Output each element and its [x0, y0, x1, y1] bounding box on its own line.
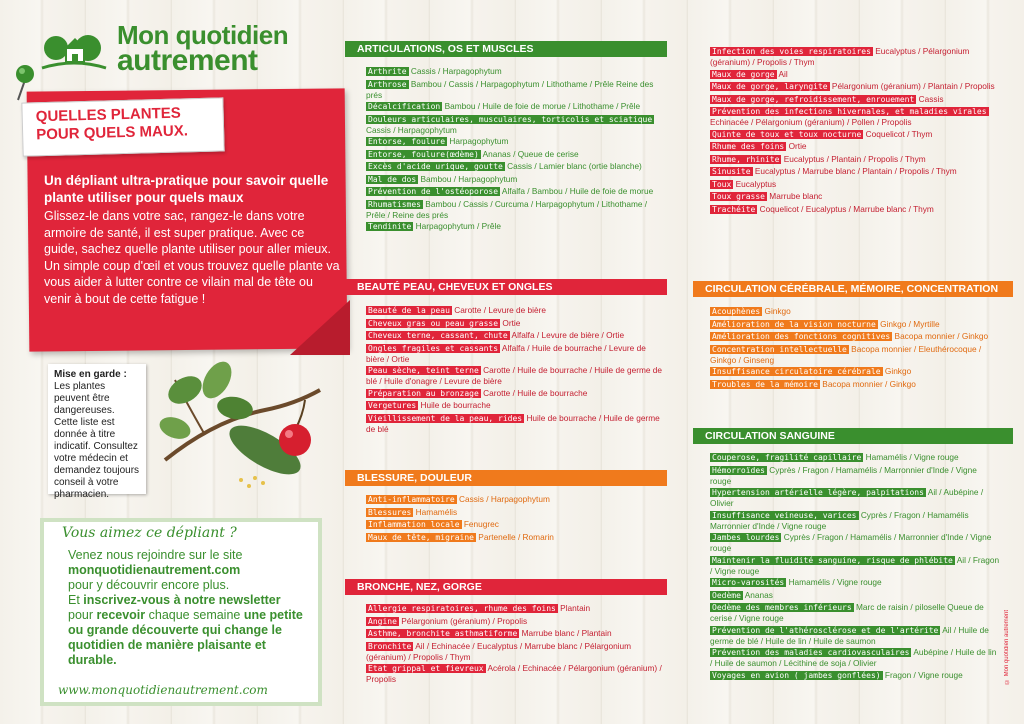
plant-remedies: Carotte / Huile de bourrache / Huile de germe de blé / Huile d'onagre / Levure de bière [366, 365, 663, 386]
ailment-label: Amélioration de la vision nocturne [712, 319, 876, 329]
promo-and-text: Et [68, 593, 84, 607]
list-item [366, 174, 666, 185]
promo-for-text: pour [68, 608, 97, 622]
list-item [710, 331, 1005, 342]
ailment-label: Excès d'acide urique, goutte [368, 162, 503, 171]
ailment-label: Trachéite [712, 204, 756, 214]
list-item [710, 670, 1000, 681]
push-pin-icon [10, 62, 40, 102]
list-item [366, 343, 666, 364]
plant-remedies: Eucalyptus [735, 178, 777, 189]
plant-remedies: Cassis [918, 93, 944, 104]
ailment-label: Prévention de l'ostéoporose [368, 187, 499, 196]
ailment-label: Entorse, foulure [368, 137, 446, 146]
list-item [710, 69, 1005, 80]
list-item [710, 81, 1005, 92]
section-header-articulations: ARTICULATIONS, OS ET MUSCLES [345, 41, 667, 57]
plant-remedies: Cassis / Lamier blanc (ortie blanche) [507, 161, 642, 171]
promo-discovery-text: une petite ou grande découverte qui change le quotidien de manière plaisante et durable. [68, 608, 303, 667]
list-item [366, 519, 666, 530]
ailment-label: Mal de dos [368, 174, 417, 184]
ailment-label: Toux [712, 179, 732, 189]
ailment-label: Décalcification [368, 102, 441, 111]
list-item [710, 319, 1005, 330]
plant-remedies: Ail / Echinacée / Eucalyptus / Marrube blanc / Pélargonium (géranium) / Propolis / Thym [366, 640, 632, 662]
plant-remedies: Ananas / Queue de cerise [482, 148, 579, 159]
plant-remedies: Fragon / Vigne rouge [884, 669, 963, 680]
list-item [366, 663, 666, 684]
ailment-label: Hypertension artérielle légère, palpitations [712, 488, 924, 497]
plant-remedies: Eucalyptus / Marrube blanc / Plantain / Propolis / Thym [754, 166, 957, 176]
ailment-label: Asthme, bronchite asthmatiforme [368, 629, 518, 638]
promo-site-link[interactable]: monquotidienautrement.com [68, 563, 241, 577]
plant-remedies: Cyprès / Fragon / Hamamélis Marronnier d'Inde / Vigne rouge [710, 509, 969, 531]
list-item [710, 625, 1000, 646]
list-item [710, 166, 1005, 177]
ailment-label: Oedème [712, 590, 741, 600]
ailment-label: Insuffisance circulatoire cérébrale [712, 367, 881, 376]
ailment-label: Infection des voies respiratoires [712, 47, 871, 56]
ailment-label: Etat grippal et fievreux [368, 664, 484, 673]
list-item [710, 510, 1000, 531]
plant-remedies: Aubépine / Huile de lin / Huile de saumon / Lécithine de soja / Olivier [710, 647, 997, 668]
plant-remedies: Eucalyptus / Pélargonium (géranium) / Propolis / Thym [710, 46, 970, 67]
ailment-label: Prévention de l'athérosclérose et de l'artérite [712, 625, 939, 635]
section-header-sanguine: CIRCULATION SANGUINE [693, 428, 1013, 444]
list-item [710, 532, 1000, 553]
ailment-label: Jambes lourdes [712, 533, 780, 542]
list-articulations [366, 66, 666, 234]
section-header-cerebrale: CIRCULATION CÉRÉBRALE, MÉMOIRE, CONCENTRATION [693, 281, 1013, 297]
ailment-label: Anti-inflammatoire [368, 495, 455, 504]
list-item [710, 306, 1005, 317]
promo-url-link[interactable]: www.monquotidienautrement.com [58, 683, 268, 697]
intro-lead: Un dépliant ultra-pratique pour savoir quelle plante utiliser pour quels maux [44, 173, 329, 205]
list-item [366, 79, 666, 100]
list-item [710, 204, 1005, 215]
ailment-label: Insuffisance veineuse, varices [712, 510, 857, 520]
promo-body [68, 548, 308, 668]
list-item [366, 199, 666, 220]
plant-remedies: Hamamélis / Vigne rouge [788, 577, 882, 587]
ailment-label: Troubles de la mémoire [712, 379, 818, 389]
list-item [710, 179, 1005, 190]
ailment-label: Oedème des membres inférieurs [712, 603, 852, 612]
list-item [710, 465, 1000, 486]
plant-remedies: Bacopa monnier / Ginkgo [822, 378, 916, 389]
list-item [366, 616, 666, 627]
list-item [710, 46, 1005, 67]
ailment-label: Toux grasse [712, 192, 765, 201]
ailment-label: Maux de gorge [712, 69, 775, 79]
ailment-label: Prévention des maladies cardiovasculaires [712, 648, 910, 657]
list-item [366, 641, 666, 662]
ailment-label: Maintenir la fluidité sanguine, risque de phlébite [712, 555, 953, 565]
plant-remedies: Ginkgo [884, 366, 912, 376]
list-item [710, 344, 1005, 365]
plant-remedies: Coquelicot / Eucalyptus / Marrube blanc / Thym [759, 203, 934, 214]
ailment-label: Quinte de toux et toux nocturne [712, 129, 862, 139]
list-bronche [366, 603, 666, 686]
plant-remedies: Ail / Aubépine / Olivier [710, 487, 984, 508]
plant-remedies: Ortie [502, 317, 521, 328]
list-cerebrale [710, 306, 1005, 391]
list-item [710, 106, 1005, 127]
warning-note [48, 364, 146, 500]
ailment-label: Voyages en avion ( jambes gonflées) [712, 670, 881, 680]
copyright: © Mon quotidien autrement [1004, 610, 1010, 685]
ailment-label: Couperose, fragilité capillaire [712, 453, 862, 462]
promo-receive-text: recevoir [96, 608, 146, 622]
list-item [366, 149, 666, 160]
plant-remedies: Bambou / Huile de foie de morue / Lithothame / Prêle [444, 101, 641, 111]
brand-name-line2: autrement [117, 44, 258, 77]
cherry-branch-illustration [145, 340, 345, 500]
plant-remedies: Carotte / Huile de bourrache [483, 387, 588, 398]
plant-remedies: Marc de raisin / piloselle Queue de cerise / Vigne rouge [710, 602, 984, 623]
plant-remedies: Cyprès / Fragon / Hamamélis / Marronnier d'Inde / Vigne rouge [710, 464, 977, 486]
list-orl [710, 46, 1005, 216]
plant-remedies: Bacopa monnier / Ginkgo [894, 331, 989, 341]
ailment-label: Peau sèche, teint terne [368, 366, 479, 375]
ailment-label: Cheveux terne, cassant, chute [368, 331, 508, 340]
promo-join-text: Venez nous rejoindre sur le site [68, 548, 243, 562]
list-item [366, 136, 666, 147]
list-blessure [366, 494, 666, 544]
list-item [366, 494, 666, 505]
plant-remedies: Harpagophytum / Prêle [415, 221, 501, 231]
ailment-label: Hémorroïdes [712, 465, 765, 475]
list-item [710, 366, 1005, 377]
ailment-label: Angine [368, 616, 397, 626]
plant-remedies: Huile de bourrache [420, 400, 491, 410]
ailment-label: Vieillissement de la peau, rides [368, 413, 523, 423]
ailment-label: Blessures [368, 507, 412, 517]
list-item [366, 221, 666, 232]
ailment-label: Sinusite [712, 167, 751, 176]
plant-remedies: Fenugrec [463, 519, 499, 529]
list-item [710, 577, 1000, 588]
ailment-label: Maux de gorge, refroidissement, enrouement [712, 94, 915, 104]
ailment-label: Amélioration des fonctions cognitives [712, 332, 891, 341]
list-item [710, 487, 1000, 508]
plant-remedies: Alfalfa / Huile de bourrache / Levure de bière / Ortie [366, 342, 646, 364]
ailment-label: Ongles fragiles et cassants [368, 343, 499, 353]
plant-remedies: Cassis / Harpagophytum [459, 494, 550, 504]
plant-remedies: Marrube blanc [769, 191, 823, 201]
section-header-bronche: BRONCHE, NEZ, GORGE [345, 579, 667, 595]
plant-remedies: Ginkgo / Myrtille [880, 318, 940, 329]
ailment-label: Rhumatismes [368, 199, 421, 209]
list-sanguine [710, 452, 1000, 682]
list-item [366, 66, 666, 77]
plant-remedies: Hamamélis / Vigne rouge [865, 452, 959, 462]
plant-remedies: Ail [778, 68, 788, 79]
ailment-label: Acouphènes [712, 307, 761, 316]
list-item [366, 603, 666, 614]
list-item [366, 318, 666, 329]
list-item [366, 413, 666, 434]
ailment-label: Préparation au bronzage [368, 388, 479, 398]
plant-remedies: Bambou / Cassis / Harpagophytum / Lithothame / Prêle Reine des prés [366, 78, 654, 100]
list-item [366, 532, 666, 543]
plant-remedies: Hamamélis [415, 506, 458, 517]
plant-remedies: Acérola / Echinacée / Pélargonium (géranium) / Propolis [366, 663, 662, 684]
brand-name-line1: Mon quotidien [117, 20, 289, 50]
intro-title: QUELLES PLANTES POUR QUELS MAUX. [35, 104, 189, 144]
list-item [710, 602, 1000, 623]
list-item [366, 114, 666, 135]
list-beaute [366, 305, 666, 435]
ailment-label: Tendinite [368, 222, 412, 231]
list-item [710, 647, 1000, 668]
plant-remedies: Harpagophytum [449, 136, 509, 146]
plant-remedies: Eucalyptus / Plantain / Propolis / Thym [783, 153, 926, 164]
plant-remedies: Ananas [744, 589, 773, 600]
list-item [366, 400, 666, 411]
plant-remedies: Cyprès / Fragon / Hamamélis / Marronnier d'Inde / Vigne rouge [710, 532, 992, 553]
ailment-label: Beauté de la peau [368, 306, 450, 315]
plant-remedies: Alfalfa / Bambou / Huile de foie de morue [501, 186, 654, 196]
list-item [366, 101, 666, 112]
list-item [710, 555, 1000, 576]
ailment-label: Rhume des foins [712, 142, 785, 151]
brand-logo-icon [40, 28, 108, 76]
list-item [366, 186, 666, 197]
promo-weekly-text: chaque semaine [145, 608, 244, 622]
ailment-label: Maux de gorge, laryngite [712, 82, 828, 91]
section-header-beaute: BEAUTÉ PEAU, CHEVEUX ET ONGLES [345, 279, 667, 295]
ailment-label: Arthrite [368, 67, 407, 76]
plant-remedies: Bacopa monnier / Eleuthérocoque / Ginkgo / Ginseng [710, 343, 982, 365]
ailment-label: Prévention des infections hivernales, et maladies virales [712, 107, 987, 116]
plant-remedies: Coquelicot / Thym [865, 128, 933, 139]
plant-remedies: Marrube blanc / Plantain [521, 628, 612, 638]
warning-text: Les plantes peuvent être dangereuses. Cette liste est donnée à titre indicatif. Consultez votre médecin et demandez toujours conseil à votre pharmacien. [54, 381, 140, 500]
list-item [366, 365, 666, 386]
ailment-label: Rhume, rhinite [712, 154, 780, 164]
ailment-label: Concentration intellectuelle [712, 344, 847, 354]
plant-remedies: Ginkgo [764, 306, 791, 316]
list-item [710, 191, 1005, 202]
ailment-label: Entorse, foulure(œdème) [368, 149, 479, 159]
plant-remedies: Bambou / Harpagophytum [420, 173, 518, 184]
plant-remedies: Bambou / Cassis / Curcuma / Harpagophytum / Lithothame / Prêle / Reine des prés [366, 198, 648, 220]
ailment-label: Micro-varosités [712, 578, 785, 587]
ailment-label: Bronchite [368, 641, 412, 651]
plant-remedies: Echinacée / Pélargonium (géranium) / Pollen / Propolis [710, 117, 912, 127]
promo-heading: Vous aimez ce dépliant ? [62, 525, 237, 541]
plant-remedies: Cassis / Harpagophytum [410, 66, 502, 76]
plant-remedies: Huile de bourrache / Huile de germe de blé [366, 412, 660, 434]
list-item [710, 94, 1005, 105]
plant-remedies: Alfalfa / Levure de bière / Ortie [511, 330, 625, 340]
list-item [366, 161, 666, 172]
ailment-label: Inflammation locale [368, 520, 460, 529]
ailment-label: Arthrose [368, 79, 407, 89]
promo-newsletter-link[interactable]: inscrivez-vous à notre newsletter [83, 593, 281, 607]
ailment-label: Maux de tête, migraine [368, 532, 474, 542]
list-item [710, 154, 1005, 165]
plant-remedies: Ail / Fragon / Vigne rouge [710, 554, 1000, 576]
list-item [710, 452, 1000, 463]
ailment-label: Douleurs articulaires, musculaires, torticolis et sciatique [368, 114, 653, 124]
list-item [710, 379, 1005, 390]
plant-remedies: Cassis / Harpagophytum [366, 124, 457, 135]
warning-title: Mise en garde : [54, 369, 127, 380]
list-item [366, 305, 666, 316]
list-item [366, 388, 666, 399]
ailment-label: Cheveux gras ou peau grasse [368, 318, 499, 328]
plant-remedies: Pélargonium (géranium) / Propolis [401, 615, 528, 626]
ailment-label: Vergetures [368, 401, 417, 410]
list-item [366, 628, 666, 639]
plant-remedies: Pélargonium (géranium) / Plantain / Propolis [831, 81, 995, 91]
promo-discover-text: pour y découvrir encore plus. [68, 578, 230, 592]
ailment-label: Allergie respiratoires, rhume des foins [368, 604, 556, 613]
plant-remedies: Ail / Huile de germe de blé / Huile de lin / Huile de saumon [710, 624, 989, 646]
plant-remedies: Ortie [788, 141, 807, 151]
plant-remedies: Plantain [560, 603, 591, 613]
list-item [710, 590, 1000, 601]
section-header-blessure: BLESSURE, DOULEUR [345, 470, 667, 486]
list-item [710, 141, 1005, 152]
intro-body: Glissez-le dans votre sac, rangez-le dans votre armoire de santé, il est super pratique. Avec ce guide, sachez quelle plante utiliser pour aller mieux. Un simple coup d'œil et vous trouvez quelle plante va vous aider à lutter contre ce vilain mal de tête ou venir à bout de cette fatigue ! [44, 209, 340, 306]
list-item [366, 330, 666, 341]
plant-remedies: Carotte / Levure de bière [454, 305, 546, 315]
list-item [366, 507, 666, 518]
plant-remedies: Partenelle / Romarin [478, 531, 554, 542]
list-item [710, 129, 1005, 140]
